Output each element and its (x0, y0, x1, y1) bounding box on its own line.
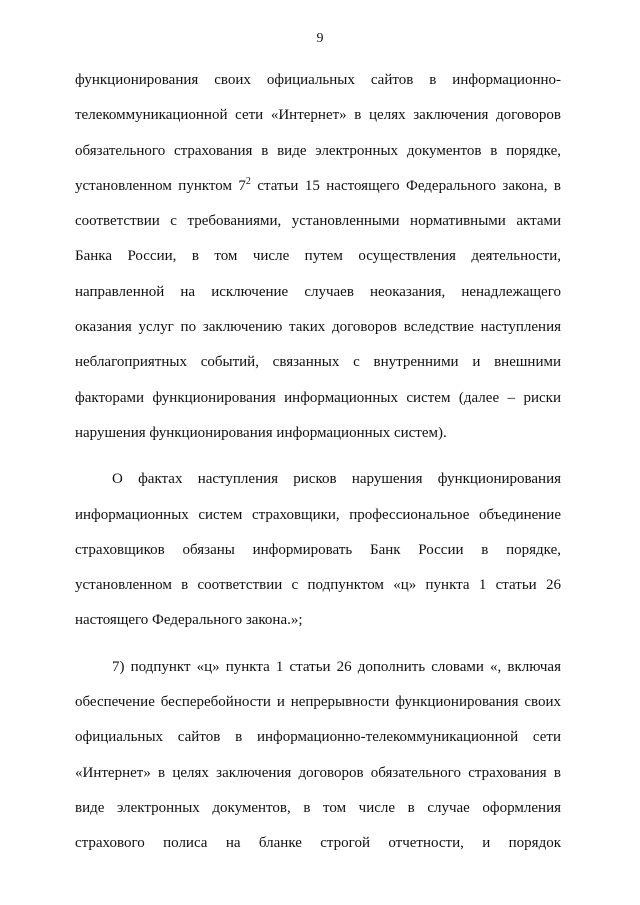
paragraph-gap (75, 451, 561, 462)
text-line: факторами функционирования информационных систем (далее – риски (75, 389, 561, 406)
text-line: нарушения функционирования информационных систем). (75, 424, 447, 441)
text-line: О фактах наступления рисков нарушения функционирования (112, 471, 561, 488)
text-line: установленном в соответствии с подпунктом «ц» пункта 1 статьи 26 (75, 577, 561, 594)
paragraph-3 (75, 650, 561, 862)
text-line: обязательного страхования в виде электронных документов в порядке, (75, 142, 561, 159)
text-fragment: статьи 15 настоящего Федерального закона, в (250, 177, 561, 194)
text-line: неблагоприятных событий, связанных с внутренними и внешними (75, 354, 561, 371)
text-line: соответствии с требованиями, установленными нормативными актами (75, 213, 561, 230)
superscript: 2 (245, 175, 251, 187)
paragraph-2 (75, 462, 561, 638)
text-line: функционирования своих официальных сайтов в информационно- (75, 72, 561, 88)
paragraph-gap (75, 639, 561, 650)
paragraph-1 (75, 63, 561, 451)
text-line (75, 169, 561, 204)
text-line: телекоммуникационной сети «Интернет» в целях заключения договоров (75, 107, 561, 124)
text-line: 7) подпункт «ц» пункта 1 статьи 26 дополнить словами «, включая (112, 658, 561, 675)
text-fragment: установленном пунктом 7 (75, 177, 246, 194)
document-body (75, 63, 561, 862)
text-line: виде электронных документов, в том числе в случае оформления (75, 799, 561, 816)
text-line: «Интернет» в целях заключения договоров обязательного страхования в (75, 764, 561, 781)
text-line: страхового полиса на бланке строгой отчетности, и порядок (75, 835, 561, 852)
text-line: оказания услуг по заключению таких договоров вследствие наступления (75, 319, 561, 336)
text-line: настоящего Федерального закона.»; (75, 612, 303, 629)
text-line: направленной на исключение случаев неоказания, ненадлежащего (75, 283, 561, 300)
text-line: страховщиков обязаны информировать Банк России в порядке, (75, 541, 561, 558)
text-line: обеспечение бесперебойности и непрерывности функционирования своих (75, 694, 561, 711)
page-number: 9 (316, 31, 324, 46)
text-line: Банка России, в том числе путем осуществления деятельности, (75, 248, 561, 265)
text-line: официальных сайтов в информационно-телекоммуникационной сети (75, 729, 561, 746)
text-line: информационных систем страховщики, профессиональное объединение (75, 506, 561, 523)
